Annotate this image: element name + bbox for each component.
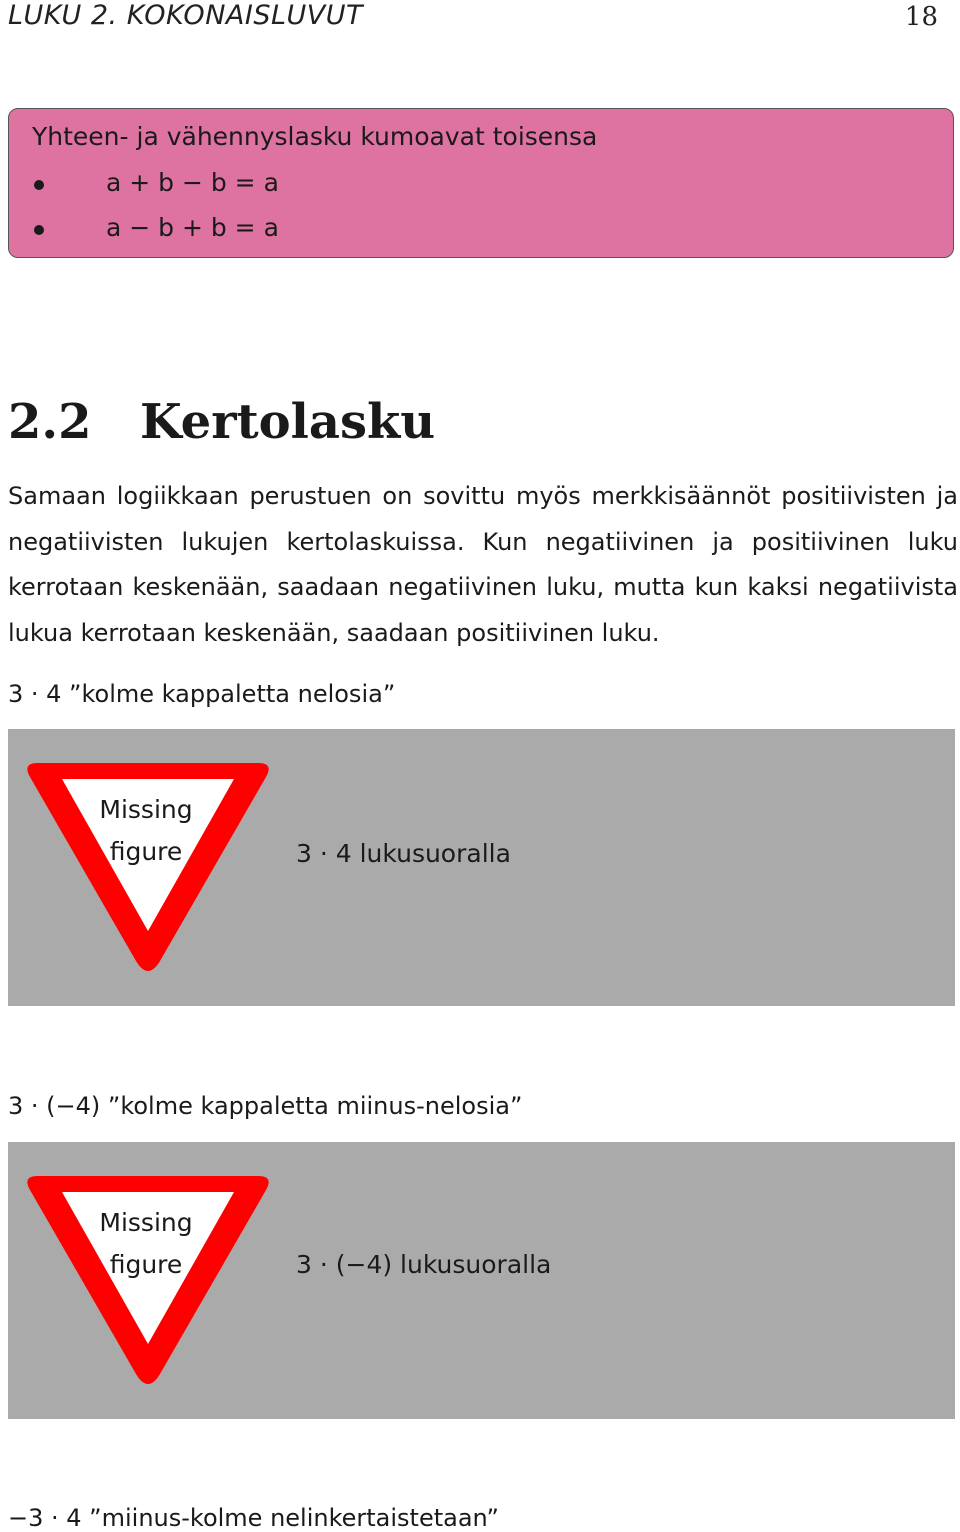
- rule-formula-2: a − b + b = a: [106, 213, 279, 242]
- example-expression-3: −3 · 4 ”miinus-kolme nelinkertaistetaan”: [8, 1504, 499, 1532]
- figure-caption-2: 3 · (−4) lukusuoralla: [296, 1250, 552, 1279]
- rule-box-title: Yhteen- ja vähennyslasku kumoavat toisensa: [32, 122, 598, 151]
- bullet-icon: [34, 225, 44, 235]
- example-expression-1: 3 · 4 ”kolme kappaletta nelosia”: [8, 680, 396, 708]
- section-number: 2.2: [8, 394, 92, 450]
- example-expression-2: 3 · (−4) ”kolme kappaletta miinus-nelosia”: [8, 1092, 523, 1120]
- figure-panel-2: [8, 1142, 955, 1419]
- body-paragraph: Samaan logiikkaan perustuen on sovittu myös merkkisäännöt positiivisten ja negatiivisten lukujen kertolaskuissa. Kun negatiivinen ja positiivinen luku kerrotaan keskenään, saadaan negatiivinen luku, mutta kun kaksi negatiivista lukua kerrotaan keskenään, saadaan positiivinen luku.: [8, 482, 958, 647]
- bullet-icon: [34, 180, 44, 190]
- figure-panel-1: [8, 729, 955, 1006]
- missing-figure-label: Missing figure: [99, 1208, 193, 1279]
- section-title: Kertolasku: [140, 394, 436, 450]
- figure-caption-1: 3 · 4 lukusuoralla: [296, 839, 511, 868]
- rule-formula-1: a + b − b = a: [106, 168, 279, 197]
- page-number: 18: [904, 2, 938, 32]
- missing-figure-label: Missing figure: [99, 795, 193, 866]
- chapter-header: LUKU 2. KOKONAISLUVUT: [8, 0, 363, 31]
